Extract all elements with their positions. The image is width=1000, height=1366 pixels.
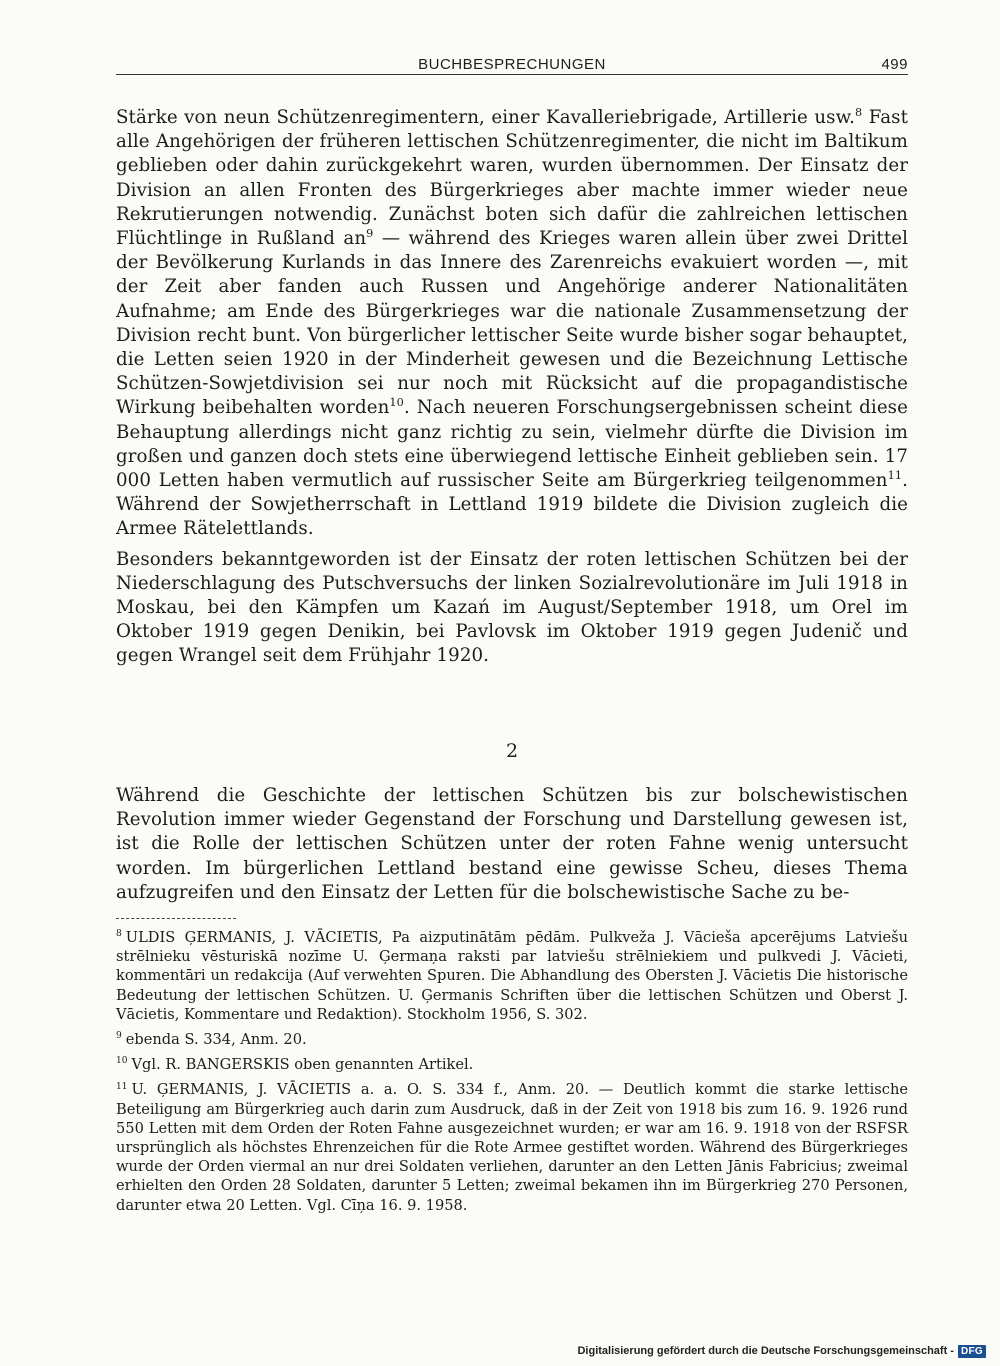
footnote-11 bbox=[116, 1080, 908, 1214]
dfg-logo-icon: DFG bbox=[958, 1345, 986, 1358]
footnote-text: Vgl. R. BANGERSKIS oben genannten Artikel. bbox=[131, 1056, 474, 1074]
footnote-mark: 8 bbox=[116, 929, 122, 940]
footnote-text: U. ĢERMANIS, J. VĀCIETIS a. a. O. S. 334 f., Anm. 20. — Deutlich kommt die starke lettische Beteiligung am Bürgerkrieg auch darin zum Ausdruck, daß in der Zeit von 1918 bis zum 16. 9. 1926 rund 550 Letten mit dem Orden der Roten Fahne ausgezeichnet wurden; er war am 16. 9. 1918 von der RSFSR ursprünglich als höchstes Ehrenzeichen für die Rote Armee gestiftet worden. Während des Bürgerkrieges wurde der Orden viermal an nur drei Soldaten verliehen, darunter an den Letten Jānis Fabricius; zweimal erhielten den Orden 28 Soldaten, darunter 5 Letten; zweimal bekamen ihn im Bürgerkrieg 270 Personen, darunter etwa 20 Letten. Vgl. Cīņa 16. 9. 1958. bbox=[116, 1081, 908, 1214]
footnote-9 bbox=[116, 1030, 908, 1049]
digitization-credit bbox=[577, 1342, 986, 1360]
page-number: 499 bbox=[881, 56, 908, 73]
footnote-ref-8[interactable]: 8 bbox=[855, 105, 863, 119]
footnote-ref-10[interactable]: 10 bbox=[389, 396, 404, 410]
footnote-8 bbox=[116, 928, 908, 1024]
paragraph-1: Stärke von neun Schützenregimentern, einer Kavalleriebrigade, Artillerie usw.$^8$ Fast alle Angehörigen der früheren lettischen Schützenregimenter, die nicht im Baltikum geblieben oder dahin zurückgekehrt waren, wurden übernommen. Der Einsatz der Division an allen Fronten des Bürgerkrieges aber machte immer wieder neue Rekrutierungen notwendig. Zunächst boten sich dafür die zahlreichen lettischen Flüchtlinge in Rußland $an^9$ — während des Krieges waren allein über zwei Drittel der Bevölkerung Kurlands in das Innere des Zarenreichs evakuiert worden —, mit der Zeit aber fanden auch Russen und Angehörige anderer Nationalitäten Aufnahme; am Ende des Bürgerkrieges war die nationale Zusammensetzung der Division recht bunt. Von bürgerlicher lettischer Seite wurde bisher sogar behauptet, die Letten seien 1920 in der Minderheit gewesen und die Bezeichnung Lettische Schützen-Sowjetdivision sei nur noch mit Rücksicht auf die propagandistische Wirkung beibehalten worden$^{10}$. Nach neueren Forschungsergebnissen scheint diese Behauptung allerdings nicht ganz richtig zu sein, vielmehr dürfte die Division im großen und ganzen doch stets eine überwiegend lettische Einheit geblieben sein. 17 000 Letten haben vermutlich auf russischer Seite am Bürgerkrieg teilgenommen$^{11}$. Während der Sowjetherrschaft in Lettland 1919 bildete die Division zugleich die Armee Rätelettlands. bbox=[116, 105, 909, 540]
footnotes bbox=[116, 928, 908, 1221]
running-title: BUCHBESPRECHUNGEN bbox=[418, 56, 606, 73]
body-text bbox=[116, 106, 908, 669]
footnote-mark: 10 bbox=[116, 1056, 128, 1067]
footnote-rule bbox=[116, 918, 236, 919]
body-text-section-2 bbox=[116, 784, 908, 905]
section-number: 2 bbox=[505, 740, 519, 762]
footnote-mark: 11 bbox=[116, 1081, 128, 1092]
footnote-text: ULDIS ĢERMANIS, J. VĀCIETIS, Pa aizputinātām pēdām. Pulkveža J. Vācieša apcerējums Latviešu strēlnieku vēsturiskā nozīme U. Ģermaņa raksti par latviešu strēlniekiem und pulkvedi J. Vācieti, kommentāri un redakcija (Auf verwehten Spuren. Die Abhandlung des Obersten J. Vācietis Die historische Bedeutung der lettischen Schützen. U. Ģermanis Schriften über die lettischen Schützen und Oberst J. Vācietis, Kommentare und Redaktion). Stockholm 1956, S. 302. bbox=[116, 929, 908, 1023]
footnote-text: ebenda S. 334, Anm. 20. bbox=[125, 1031, 307, 1049]
paragraph-3: Während die Geschichte der lettischen Schützen bis zur bolschewistischen Revolution immer wieder Gegenstand der Forschung und Darstellung gewesen ist, ist die Rolle der lettischen Schützen unter der roten Fahne wenig untersucht worden. Im bürgerlichen Lettland bestand eine gewisse Scheu, dieses Thema aufzugreifen und den Einsatz der Letten für die bolschewistische Sache zu be- bbox=[116, 785, 908, 903]
footnote-10 bbox=[116, 1055, 908, 1074]
credit-text: Digitalisierung gefördert durch die Deutsche Forschungsgemeinschaft - bbox=[577, 1345, 954, 1357]
paragraph-2: Besonders bekanntgeworden ist der Einsatz der roten lettischen Schützen bei der Niederschlagung des Putschversuchs der linken Sozialrevolutionäre im Juli 1918 in Moskau, bei den Kämpfen um Kazań im August/September 1918, um Orel im Oktober 1919 gegen Denikin, bei Pavlovsk im Oktober 1919 gegen Judenič und gegen Wrangel seit dem Frühjahr 1920. bbox=[116, 548, 908, 667]
footnote-ref-9[interactable]: 9 bbox=[366, 226, 374, 240]
header-rule bbox=[116, 74, 908, 75]
footnote-mark: 9 bbox=[116, 1031, 122, 1042]
footnote-ref-11[interactable]: 11 bbox=[887, 468, 903, 482]
